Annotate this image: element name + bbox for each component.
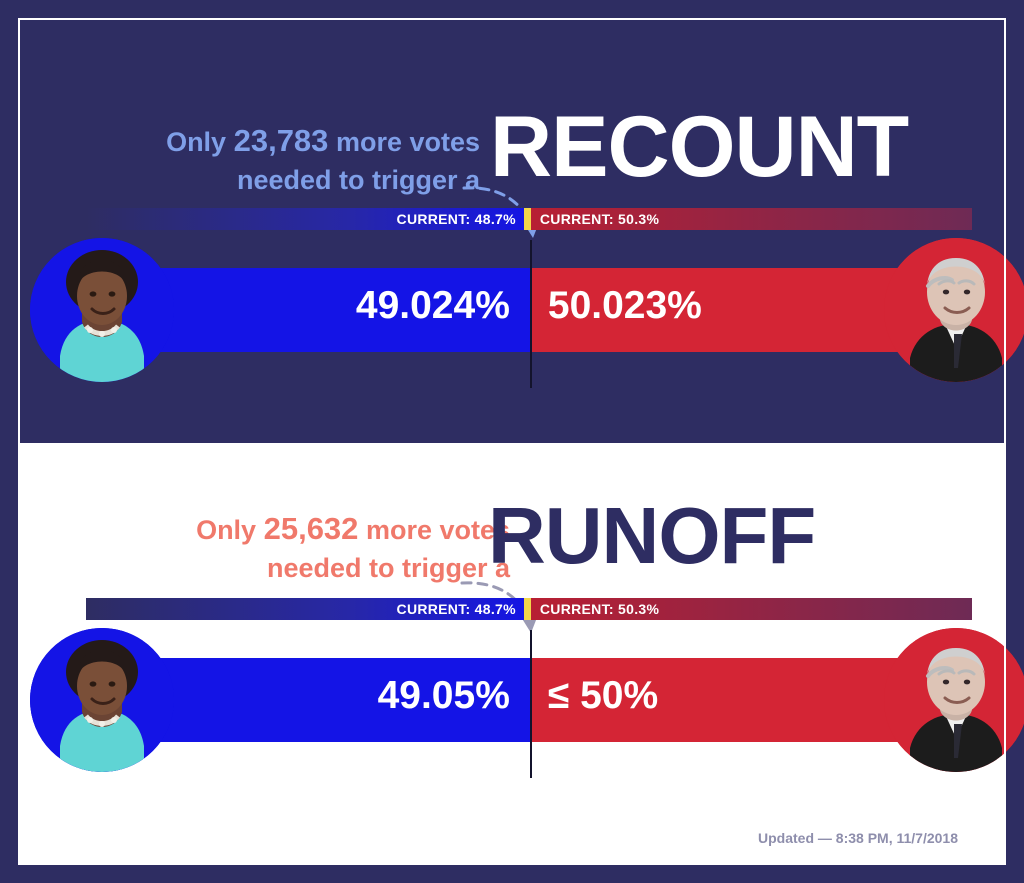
recount-current-strip-right <box>530 208 972 230</box>
runoff-bar-chart <box>86 601 972 780</box>
runoff-current-strip-left <box>86 598 530 620</box>
recount-threshold-marker <box>524 208 531 230</box>
recount-current-strip-left <box>86 208 530 230</box>
runoff-callout-number: 25,632 <box>263 511 359 546</box>
recount-panel <box>20 20 1004 440</box>
recount-value-kemp: 50.023% <box>547 284 702 327</box>
runoff-current-strip-right <box>530 598 972 620</box>
runoff-value-kemp: ≤ 50% <box>547 674 659 717</box>
runoff-value-abrams: 49.05% <box>377 674 510 717</box>
recount-bar-chart <box>86 211 972 390</box>
avatar-abrams <box>30 238 174 382</box>
avatar-abrams <box>30 628 174 772</box>
recount-value-abrams: 49.024% <box>355 284 510 327</box>
updated-timestamp: Updated — 8:38 PM, 11/7/2018 <box>758 830 958 846</box>
runoff-midline <box>530 630 532 778</box>
recount-callout-prefix: Only <box>166 127 227 157</box>
recount-headline: RECOUNT <box>490 99 909 195</box>
recount-midline <box>530 240 532 388</box>
recount-current-label-right: CURRENT: 50.3% <box>539 211 660 227</box>
runoff-callout-prefix: Only <box>196 515 257 545</box>
runoff-callout-suffix: more votes <box>365 515 510 545</box>
runoff-current-label-right: CURRENT: 50.3% <box>539 601 660 617</box>
runoff-callout <box>60 508 510 586</box>
runoff-callout-line2: needed to trigger a <box>266 552 510 583</box>
avatar-kemp <box>884 238 1024 382</box>
recount-callout <box>60 120 480 198</box>
avatar-kemp <box>884 628 1024 772</box>
recount-current-label-left: CURRENT: 48.7% <box>396 211 516 227</box>
recount-callout-number: 23,783 <box>233 123 329 158</box>
runoff-panel <box>20 443 1004 863</box>
runoff-threshold-marker <box>524 598 531 620</box>
runoff-current-label-left: CURRENT: 48.7% <box>396 601 516 617</box>
runoff-headline: RUNOFF <box>488 491 816 580</box>
recount-callout-suffix: more votes <box>335 127 480 157</box>
recount-callout-line2: needed to trigger a <box>236 164 480 195</box>
